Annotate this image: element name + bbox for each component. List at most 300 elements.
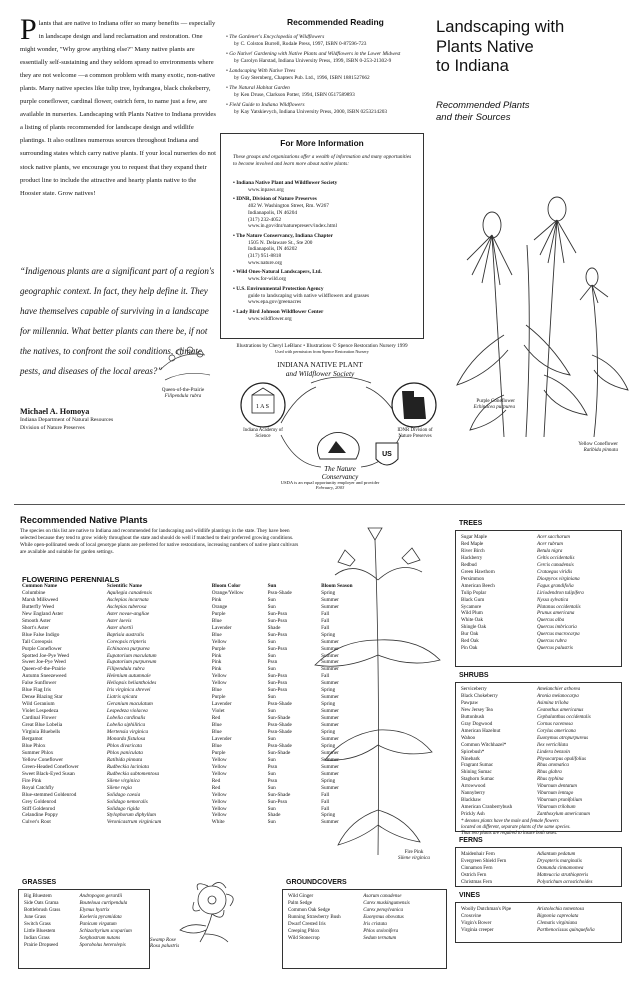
common-name-cell: Red Oak bbox=[461, 638, 479, 645]
common-name-cell: Grey Goldenrod bbox=[22, 798, 57, 805]
scientific-name-cell: Sporobolus heterolepis bbox=[79, 941, 126, 948]
usda-note bbox=[275, 480, 385, 491]
permission-line: Used with permission from Spence Restoration Nursery bbox=[275, 349, 369, 354]
scientific-name-cell: Liriodendron tulipifera bbox=[537, 589, 584, 596]
inpaws-line1: INDIANA NATIVE PLANT bbox=[277, 360, 363, 369]
table-row bbox=[288, 893, 446, 900]
scientific-name-cell: Rhus glabra bbox=[537, 769, 562, 776]
tnc-logo bbox=[317, 432, 359, 481]
ferns-panel bbox=[455, 847, 622, 887]
scientific-name-cell: Solidago nemoralis bbox=[106, 798, 148, 805]
common-name-cell: Nannyberry bbox=[461, 790, 486, 797]
idnr-logo bbox=[392, 383, 436, 427]
table-row bbox=[461, 576, 621, 583]
caption-scientific: Echinacea purpurea bbox=[473, 404, 515, 411]
attribute-cell: Blue bbox=[211, 631, 222, 638]
attribute-cell: Yellow bbox=[211, 763, 227, 770]
queen-of-the-prairie-illustration bbox=[150, 330, 220, 385]
scientific-name-cell: Rhus aromatica bbox=[537, 762, 569, 769]
common-name-cell: Pin Oak bbox=[461, 645, 478, 652]
reading-title: Recommended Reading bbox=[287, 17, 384, 27]
table-row bbox=[288, 928, 446, 935]
scientific-name-cell: Platanus occidentalis bbox=[537, 603, 581, 610]
attribute-cell: Sun-Pssn bbox=[267, 645, 288, 652]
publication-date: February, 2003 bbox=[315, 485, 345, 491]
scientific-name-cell: Betula nigra bbox=[537, 547, 563, 554]
attribute-cell: Lavender bbox=[211, 735, 232, 742]
table-row bbox=[288, 921, 446, 928]
attribute-cell: Yellow bbox=[211, 770, 227, 777]
common-name-cell: Yellow Coneflower bbox=[22, 756, 64, 763]
scientific-name-cell: Lobelia siphilitica bbox=[106, 722, 146, 729]
org-line: (317) 951-8818 bbox=[248, 253, 282, 260]
attribute-cell: Summer bbox=[321, 708, 339, 715]
common-name-cell: Crossvine bbox=[461, 912, 482, 919]
table-row bbox=[24, 935, 149, 942]
org-line: guide to landscaping with native wildflowers and grasses bbox=[248, 292, 370, 299]
table-row bbox=[461, 631, 621, 638]
common-name-cell: Blue-stemmed Goldenrod bbox=[22, 791, 77, 798]
caption-purple-coneflower bbox=[445, 398, 515, 410]
attribute-cell: Blue bbox=[211, 617, 222, 624]
common-name-cell: Dwarf Crested Iris bbox=[288, 920, 326, 927]
attribute-cell: Fall bbox=[321, 798, 330, 805]
scientific-name-cell: Koeleria pyramidata bbox=[79, 913, 122, 920]
table-row bbox=[24, 914, 149, 921]
common-name-cell: Side Oats Grama bbox=[24, 899, 59, 906]
footnote-line: * denotes plants have the male and female flowers bbox=[461, 819, 559, 825]
reading-list bbox=[222, 34, 422, 119]
ias-label: Indiana Academy of Science bbox=[243, 428, 283, 439]
attribute-cell: Summer bbox=[321, 659, 339, 666]
attribute-cell: Summer bbox=[321, 819, 339, 826]
scientific-name-cell: Rudbeckia laciniata bbox=[106, 763, 149, 770]
table-row bbox=[461, 569, 621, 576]
common-name-cell: Sugar Maple bbox=[461, 534, 487, 540]
table-row bbox=[461, 769, 621, 776]
table-row bbox=[461, 583, 621, 590]
svg-text:1 A S: 1 A S bbox=[256, 404, 270, 410]
caption-common: Swamp Rose bbox=[150, 937, 176, 943]
attribute-cell: Pssn bbox=[267, 659, 278, 666]
common-name-cell: Black Gum bbox=[461, 596, 485, 603]
org-line[interactable]: www.inpaws.org bbox=[248, 186, 284, 193]
svg-text:US: US bbox=[382, 451, 392, 458]
footnote-line: located on different, separate plants of the same species. bbox=[461, 825, 571, 831]
scientific-name-cell: Quercus macrocarpa bbox=[537, 631, 580, 638]
caption-scientific: Silene virginica bbox=[398, 855, 430, 862]
attribute-cell: Blue bbox=[211, 687, 222, 694]
attribute-cell: Sun bbox=[267, 652, 276, 659]
attribute-cell: Summer bbox=[321, 715, 339, 722]
org-item bbox=[233, 233, 419, 267]
table-row bbox=[461, 534, 621, 541]
attribute-cell: Sun bbox=[267, 735, 276, 742]
scientific-name-cell: Dryopteris marginalis bbox=[537, 857, 582, 864]
common-name-cell: Shingle Oak bbox=[461, 624, 487, 631]
table-row bbox=[461, 707, 621, 714]
scientific-name-cell: Polystichum acrostichoides bbox=[537, 878, 593, 885]
scientific-name-cell: Aster shortii bbox=[106, 624, 133, 631]
common-name-cell: Gray Dogwood bbox=[461, 720, 493, 727]
scientific-name-cell: Rhus typhina bbox=[537, 776, 564, 783]
scientific-name-cell: Phlox paniculata bbox=[106, 749, 143, 756]
scientific-name-cell: Iris virginica shrevei bbox=[106, 687, 151, 694]
scientific-name-cell: Silene regia bbox=[106, 784, 132, 791]
table-row bbox=[288, 900, 446, 907]
common-name-cell: American Beech bbox=[461, 582, 495, 589]
attribute-cell: Shade bbox=[267, 812, 281, 819]
ias-logo bbox=[241, 383, 285, 427]
attribute-cell: Pink bbox=[211, 659, 222, 666]
attribute-cell: Sun bbox=[267, 596, 276, 603]
table-row bbox=[288, 914, 446, 921]
common-name-cell: Little Bluestem bbox=[24, 927, 56, 934]
scientific-name-cell: Heliopsis helianthoides bbox=[106, 680, 157, 687]
attribute-cell: Orange bbox=[211, 603, 228, 610]
reading-item bbox=[222, 68, 422, 82]
table-row bbox=[461, 728, 621, 735]
reading-item bbox=[222, 85, 422, 99]
attribute-cell: Summer bbox=[321, 694, 339, 701]
common-name-cell: Wild Stonecrop bbox=[288, 934, 320, 941]
scientific-name-cell: Eupatorium maculatum bbox=[106, 652, 157, 659]
scientific-name-cell: Liatris spicata bbox=[106, 694, 138, 701]
intro-paragraph bbox=[20, 13, 216, 200]
scientific-name-cell: Viburnum trilobum bbox=[537, 804, 576, 811]
table-row bbox=[24, 921, 149, 928]
caption-common: Purple Coneflower bbox=[476, 398, 515, 404]
table-row bbox=[461, 714, 621, 721]
scientific-name-cell: Coreopsis tripteris bbox=[106, 638, 147, 645]
common-name-cell: Ninebark bbox=[461, 755, 480, 762]
attribute-cell: Lavender bbox=[211, 701, 232, 708]
scientific-name-cell: Eupatorium purpureum bbox=[106, 659, 157, 666]
attribute-cell: Fall bbox=[321, 610, 330, 617]
common-name-cell: Smooth Aster bbox=[22, 617, 51, 624]
attribute-cell: Sun-Pssn bbox=[267, 617, 288, 624]
common-name-cell: Maidenhair Fern bbox=[461, 851, 495, 857]
attribute-cell: Sun bbox=[267, 708, 276, 715]
common-name-cell: American Cranberrybush bbox=[461, 804, 513, 811]
common-name-cell: Bergamot bbox=[22, 735, 43, 742]
svg-text:The Nature: The Nature bbox=[324, 465, 356, 473]
attribute-cell: Yellow bbox=[211, 805, 227, 812]
table-row bbox=[461, 797, 621, 804]
scientific-name-cell: Osmunda cinnamomea bbox=[537, 864, 584, 871]
common-name-cell: Red Maple bbox=[461, 540, 484, 547]
common-name-cell: Celandine Poppy bbox=[22, 812, 59, 819]
scientific-name-cell: Sorghastrum nutans bbox=[79, 934, 121, 941]
groundcovers-table bbox=[288, 893, 446, 942]
grasses-title: GRASSES bbox=[22, 879, 57, 886]
table-row bbox=[461, 562, 621, 569]
table-row bbox=[461, 742, 621, 749]
scientific-name-cell: Sedum ternatum bbox=[363, 934, 397, 941]
common-name-cell: Persimmon bbox=[461, 575, 484, 582]
common-name-cell: Sycamore bbox=[461, 603, 482, 610]
common-name-cell: Butterfly Weed bbox=[22, 603, 54, 610]
coneflower-illustration bbox=[452, 125, 632, 440]
book-title: • The Gardener's Encyclopedia of Wildflowers bbox=[222, 34, 422, 41]
dropcap: P bbox=[20, 13, 37, 46]
common-name-cell: Prairie Dropseed bbox=[24, 941, 59, 948]
table-row bbox=[24, 907, 149, 914]
title-line: Plants Native bbox=[436, 36, 534, 56]
org-item bbox=[233, 269, 419, 282]
scientific-name-cell: Crataegus viridis bbox=[537, 568, 573, 575]
scientific-name-cell: Solidago caesia bbox=[106, 791, 141, 798]
book-title: • Go Native! Gardening with Native Plants and Wildflowers in the Lower Midwest bbox=[222, 51, 422, 58]
table-row bbox=[461, 604, 621, 611]
author-org: Indiana Department of Natural Resources bbox=[20, 417, 114, 423]
common-name-cell: Sweet Joe-Pye Weed bbox=[22, 659, 66, 666]
attribute-cell: Sun-Pssn bbox=[267, 610, 288, 617]
table-row bbox=[461, 858, 621, 865]
scientific-name-cell: Fagus grandifolia bbox=[537, 582, 574, 589]
common-name-cell: Queen-of-the-Prairie bbox=[22, 666, 66, 673]
column-header: Sun bbox=[267, 583, 277, 589]
scientific-name-cell: Geranium maculatum bbox=[106, 701, 153, 708]
attribute-cell: Summer bbox=[321, 722, 339, 729]
scientific-name-cell: Zanthoxylum americanum bbox=[537, 811, 590, 818]
scientific-name-cell: Aquilegia canadensis bbox=[106, 589, 152, 596]
attribute-cell: Sun bbox=[267, 666, 276, 673]
attribute-cell: Yellow bbox=[211, 756, 227, 763]
reading-item bbox=[222, 34, 422, 48]
common-name-cell: Palm Sedge bbox=[288, 899, 312, 906]
scientific-name-cell: Schizachyrium scoparium bbox=[79, 927, 132, 934]
scientific-name-cell: Veronicastrum virginicum bbox=[106, 819, 162, 826]
attribute-cell: Summer bbox=[321, 784, 339, 791]
scientific-name-cell: Cornus racemosa bbox=[537, 720, 573, 727]
scientific-name-cell: Bignonia capreolata bbox=[537, 912, 579, 919]
scientific-name-cell: Viburnum lentago bbox=[537, 790, 574, 797]
common-name-cell: Redbud bbox=[461, 561, 477, 568]
attribute-cell: Blue bbox=[211, 742, 222, 749]
table-row bbox=[461, 865, 621, 872]
common-name-cell: Black Chokeberry bbox=[461, 692, 498, 699]
common-name-cell: Virginia Bluebells bbox=[22, 729, 61, 736]
attribute-cell: Sun bbox=[267, 603, 276, 610]
scientific-name-cell: Quercus palustris bbox=[537, 645, 573, 652]
scientific-name-cell: Phlox stolonifera bbox=[363, 927, 399, 934]
attribute-cell: Sun-Pssn bbox=[267, 673, 288, 680]
illustration-credit-line: Illustrations by Cheryl LeBlanc • Illustrations © Spence Restoration Nursery 1999 bbox=[236, 343, 408, 349]
attribute-cell: Sun bbox=[267, 638, 276, 645]
scientific-name-cell: Ceanothus americanus bbox=[537, 706, 584, 713]
table-row bbox=[288, 935, 446, 942]
scientific-name-cell: Amelanchier arborea bbox=[537, 686, 581, 692]
scientific-name-cell: Elymus hystrix bbox=[79, 906, 110, 913]
scientific-name-cell: Matteuccia struthiopteris bbox=[537, 871, 589, 878]
scientific-name-cell: Baptisia australis bbox=[106, 631, 145, 638]
caption-common: Yellow Coneflower bbox=[578, 441, 618, 447]
attribute-cell: Summer bbox=[321, 680, 339, 687]
book-title: • Field Guide to Indiana Wildflowers bbox=[222, 102, 422, 109]
table-row bbox=[461, 617, 621, 624]
scientific-name-cell: Asarum canadense bbox=[363, 893, 402, 899]
org-line: Indianapolis, IN 46202 bbox=[248, 246, 297, 253]
scientific-name-cell: Aster laevis bbox=[106, 617, 132, 624]
shrubs-title: SHRUBS bbox=[459, 672, 489, 679]
org-line[interactable]: www.in.gov/dnr/naturepreserv/index.html bbox=[248, 223, 337, 230]
attribute-cell: Summer bbox=[321, 749, 339, 756]
scientific-name-cell: Filipendula rubra bbox=[106, 666, 145, 673]
scientific-name-cell: Aster novae-angliae bbox=[106, 610, 150, 617]
scientific-name-cell: Corylus americana bbox=[537, 727, 576, 734]
scientific-name-cell: Asimina triloba bbox=[537, 699, 569, 706]
scientific-name-cell: Nyssa sylvatica bbox=[537, 596, 569, 603]
attribute-cell: Purple bbox=[211, 694, 226, 701]
attribute-cell: Spring bbox=[321, 631, 336, 638]
org-name: • The Nature Conservancy, Indiana Chapter bbox=[233, 233, 419, 240]
book-title: • The Natural Habitat Garden bbox=[222, 85, 422, 92]
table-row bbox=[461, 624, 621, 631]
scientific-name-cell: Andropogon gerardii bbox=[79, 893, 123, 899]
scientific-name-cell: Viburnum dentatum bbox=[537, 783, 577, 790]
vines-table bbox=[461, 906, 621, 934]
attribute-cell: Purple bbox=[211, 749, 226, 756]
scientific-name-cell: Asclepias tuberosa bbox=[106, 603, 147, 610]
common-name-cell: Switch Grass bbox=[24, 920, 51, 927]
common-name-cell: Blue Phlox bbox=[22, 742, 46, 749]
org-line[interactable]: www.wildflower.org bbox=[248, 315, 292, 322]
org-name: • Lady Bird Johnson Wildflower Center bbox=[233, 309, 419, 316]
attribute-cell: Purple bbox=[211, 610, 226, 617]
scientific-name-cell: Silene virginica bbox=[106, 777, 140, 784]
footnote-line: Thus two plants are required to insure both sexes. bbox=[461, 831, 558, 837]
caption-queen-of-the-prairie bbox=[148, 387, 218, 399]
table-row bbox=[461, 686, 621, 693]
scientific-name-cell: Parthenocissus quinquefolia bbox=[537, 926, 595, 933]
scientific-name-cell: Mertensia virginica bbox=[106, 729, 149, 736]
common-name-cell: Tall Coreopsis bbox=[22, 638, 53, 645]
author-name: Michael A. Homoya bbox=[20, 407, 90, 416]
common-name-cell: Spicebush* bbox=[461, 748, 485, 755]
common-name-cell: Running Strawberry Bush bbox=[288, 913, 341, 920]
common-name-cell: Common Witchhazel* bbox=[461, 741, 507, 748]
common-name-cell: Bur Oak bbox=[461, 631, 479, 638]
org-name: • Wild Ones-Natural Landscapers, Ltd. bbox=[233, 269, 419, 276]
common-name-cell: Wild Ginger bbox=[288, 893, 314, 899]
table-row bbox=[461, 645, 621, 652]
quote-author bbox=[20, 407, 113, 432]
caption-swamp-rose bbox=[150, 937, 195, 950]
caption-common: Fire Pink bbox=[404, 849, 424, 855]
trees-table bbox=[461, 534, 621, 652]
attribute-cell: Sun-Pssn bbox=[267, 798, 288, 805]
table-row bbox=[24, 900, 149, 907]
scientific-name-cell: Acer rubrum bbox=[537, 540, 563, 547]
table-row bbox=[461, 879, 621, 886]
grasses-table bbox=[24, 893, 149, 949]
scientific-name-cell: Prunus americana bbox=[537, 610, 575, 617]
common-name-cell: Woolly Dutchman's Pipe bbox=[461, 906, 512, 912]
caption-fire-pink bbox=[384, 849, 444, 861]
common-name-cell: Big Bluestem bbox=[24, 893, 52, 899]
attribute-cell: Violet bbox=[211, 708, 225, 715]
caption-common: Queen-of-the-Prairie bbox=[161, 387, 205, 393]
grasses-panel bbox=[18, 889, 150, 969]
common-name-cell: Cinnamon Fern bbox=[461, 864, 493, 871]
attribute-cell: Pssn bbox=[267, 763, 278, 770]
attribute-cell: Orange/Yellow bbox=[211, 589, 244, 596]
vines-panel bbox=[455, 902, 622, 943]
book-detail: by C. Colston Burrell, Rodale Press, 1997, ISBN 0-87596-723 bbox=[234, 40, 367, 47]
attribute-cell: Sun bbox=[267, 770, 276, 777]
table-row bbox=[461, 906, 621, 913]
attribute-cell: Red bbox=[211, 777, 221, 784]
org-item bbox=[233, 286, 419, 306]
attribute-cell: Pssn-Shade bbox=[267, 729, 292, 736]
scientific-name-cell: Cephalanthus occidentalis bbox=[537, 713, 591, 720]
reading-item bbox=[222, 102, 422, 116]
table-row bbox=[461, 548, 621, 555]
scientific-name-cell: Diospyros virginiana bbox=[537, 575, 580, 582]
common-name-cell: White Oak bbox=[461, 617, 484, 624]
attribute-cell: Fall bbox=[321, 624, 330, 631]
common-name-cell: Marsh Milkweed bbox=[22, 596, 59, 603]
org-item bbox=[233, 196, 419, 230]
common-name-cell: Buttonbush bbox=[461, 713, 485, 720]
book-detail: by Guy Sternberg, Chapters Pub. Ltd., 1996, ISBN 1881527662 bbox=[234, 74, 370, 81]
common-name-cell: Autumn Sneezeweed bbox=[22, 673, 67, 680]
scientific-name-cell: Clematis virginiana bbox=[537, 919, 578, 926]
usda-statement: USDA is an equal opportunity employer and provider bbox=[280, 480, 380, 485]
perennials-title: FLOWERING PERENNIALS bbox=[22, 575, 120, 584]
groundcovers-panel bbox=[282, 889, 447, 969]
scientific-name-cell: Asclepias incarnata bbox=[106, 596, 149, 603]
common-name-cell: Columbine bbox=[22, 589, 46, 596]
attribute-cell: Yellow bbox=[211, 798, 227, 805]
attribute-cell: Sun bbox=[267, 784, 276, 791]
org-line[interactable]: www.epa.gov/greenacres bbox=[248, 299, 302, 306]
org-line[interactable]: www.nature.org bbox=[248, 259, 282, 266]
attribute-cell: Summer bbox=[321, 596, 339, 603]
common-name-cell: Green-Headed Coneflower bbox=[22, 763, 79, 770]
scientific-name-cell: Ilex verticillata bbox=[537, 741, 568, 748]
attribute-cell: Pink bbox=[211, 596, 222, 603]
common-name-cell: Violet Lespedeza bbox=[22, 708, 59, 715]
org-name: • Indiana Native Plant and Wildflower Society bbox=[233, 180, 419, 187]
common-name-cell: Staghorn Sumac bbox=[461, 776, 495, 783]
scientific-name-cell: Ratibida pinnata bbox=[106, 756, 143, 763]
scientific-name-cell: Euonymus obovatus bbox=[363, 913, 404, 920]
table-row bbox=[461, 913, 621, 920]
attribute-cell: Red bbox=[211, 784, 221, 791]
scientific-name-cell: Physocarpus opulifolius bbox=[537, 755, 586, 762]
table-row bbox=[461, 776, 621, 783]
scientific-name-cell: Lobelia cardinalis bbox=[106, 715, 146, 722]
reading-item bbox=[222, 51, 422, 65]
plants-section-intro: The species on this list are native to Indiana and recommended for landscaping and wildlife plantings in the state. They have been selected because they tend to grow widely throughout the state and should do well if matched to their preferred growing conditions. While open-pollinated seeds of local genotype plants are preferred for native restorations, increasing numbers of native plant cultivars are available and suitable for garden settings. bbox=[20, 528, 299, 555]
table-row bbox=[461, 590, 621, 597]
attribute-cell: Sun-Pssn bbox=[267, 680, 288, 687]
scientific-name-cell: Lindera benzoin bbox=[537, 748, 570, 755]
org-line[interactable]: www.for-wild.org bbox=[248, 276, 286, 283]
common-name-cell: Virginia creeper bbox=[461, 926, 494, 933]
common-name-cell: Prickly Ash bbox=[461, 811, 485, 818]
common-name-cell: Hackberry bbox=[461, 554, 483, 561]
attribute-cell: Sun bbox=[267, 694, 276, 701]
common-name-cell: American Hazelnut bbox=[461, 727, 501, 734]
author-division: Division of Nature Preserves bbox=[20, 425, 85, 431]
table-row bbox=[461, 597, 621, 604]
column-header: Scientific Name bbox=[106, 583, 142, 589]
scientific-name-cell: Carex pensylvanica bbox=[363, 906, 403, 913]
table-row bbox=[461, 927, 621, 934]
